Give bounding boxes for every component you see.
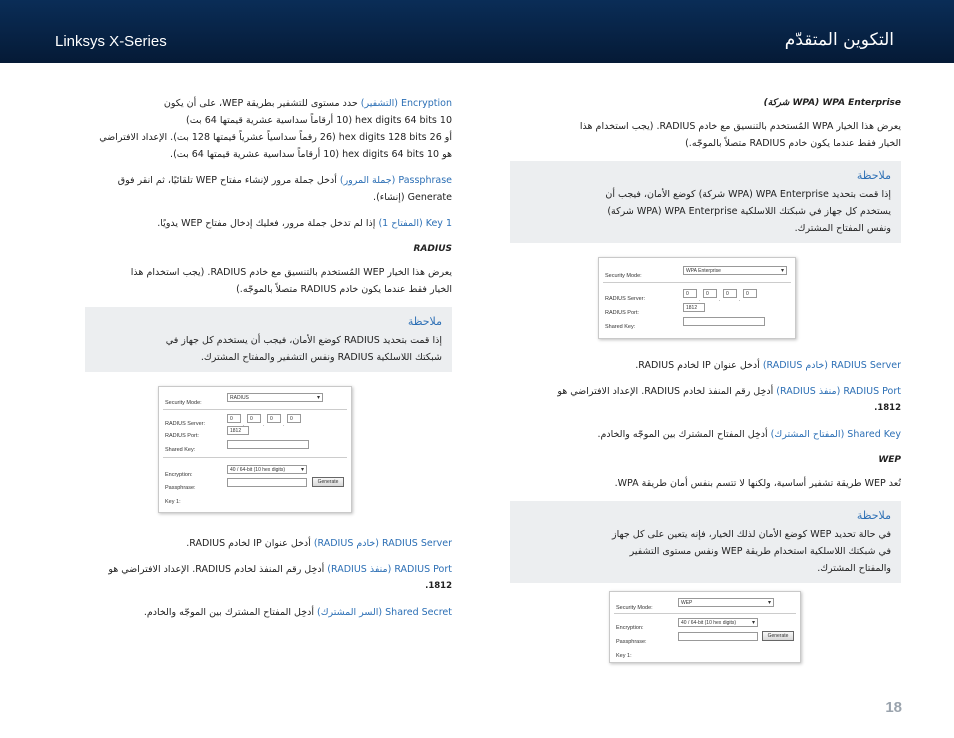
left-column: [85, 95, 452, 630]
generate-button[interactable]: Generate: [312, 477, 344, 487]
encryption-paragraph: Encryption (التشفير) حدد مستوى للتشفير بطريقة WEP، على أن يكون 10 hex digits 64 bits (10 أرقاماً سداسية عشرية قيمتها 64 بت) أو 26 hex digits 128 bits (26 رقماً سداسياً عشرياً قيمتها 128 بت). الإعداد الافتراضي هو 10 hex digits 64 bits (10 أرقاماً سداسية عشرية قيمتها 64 بت).: [99, 98, 452, 160]
brand-title: Linksys X-Series: [55, 33, 167, 50]
radius-server-octet-4[interactable]: 0: [287, 414, 301, 423]
radius-server-octet-3[interactable]: 0: [723, 289, 737, 298]
note-title: ملاحظة: [407, 315, 442, 328]
radius-server-paragraph: RADIUS Server (خادم RADIUS) أدخل عنوان IP لخادم RADIUS.: [635, 360, 901, 371]
radius-port-term: RADIUS Port (منفذ RADIUS): [776, 386, 901, 397]
radius-server-octet-4[interactable]: 0: [743, 289, 757, 298]
shared-key-input[interactable]: [227, 440, 309, 449]
radius-note: ملاحظة إذا قمت بتحديد RADIUS كوضع الأمان، فيجب أن يستخدم كل جهاز في شبكتك اللاسلكية RADIUS ونفس التشفير والمفتاح المشترك.: [85, 307, 452, 372]
page-header: [0, 0, 954, 63]
passphrase-paragraph: Passphrase (جملة المرور) أدخل جملة مرور لإنشاء مفتاح WEP تلقائيًا، ثم انقر فوق Generate (إنشاء).: [117, 175, 452, 203]
wep-note: ملاحظة في حالة تحديد WEP كوضع الأمان لذلك الخيار، فإنه يتعين على كل جهاز في شبكتك اللاسلكية استخدام طريقة WEP ونفس مستوى التشفير والمفتاح المشترك.: [510, 501, 901, 583]
section-title: التكوين المتقدّم: [784, 30, 894, 50]
right-column: [510, 95, 901, 663]
wpa-enterprise-screenshot: Security Mode: WPA Enterprise ▾ RADIUS Server: 0 . 0 . 0 . 0 RADIUS Port: 1812 Shared Key:: [598, 257, 796, 339]
key1-paragraph: Key 1 (المفتاح 1) إذا لم تدخل جملة مرور، فعليك إدخال مفتاح WEP يدويًا.: [157, 218, 452, 229]
radius-port-term: RADIUS Port (منفذ RADIUS): [327, 564, 452, 575]
radius-server-octet-2[interactable]: 0: [247, 414, 261, 423]
note-title: ملاحظة: [856, 169, 891, 182]
security-mode-select[interactable]: WEP ▾: [678, 598, 774, 607]
shared-key-term: Shared Key (المفتاح المشترك): [770, 429, 901, 440]
wpa-note: ملاحظة إذا قمت بتحديد WPA Enterprise (WPA شركة) كوضع الأمان، فيجب أن يستخدم كل جهاز في شبكتك اللاسلكية WPA Enterprise (WPA شركة) ونفس المفتاح المشترك.: [510, 161, 901, 243]
radius-paragraph: يعرض هذا الخيار WEP المُستخدم بالتنسيق مع خادم RADIUS. (يجب استخدام هذا الخيار فقط عندما يكون خادم RADIUS متصلاً بالموجّه.): [130, 267, 452, 295]
radius-heading: RADIUS: [413, 244, 452, 254]
wpa-enterprise-heading: WPA Enterprise (WPA شركة): [763, 98, 901, 108]
note-title: ملاحظة: [856, 509, 891, 522]
radius-server-octet-2[interactable]: 0: [703, 289, 717, 298]
encryption-term: Encryption (التشفير): [360, 98, 452, 109]
radius-settings-screenshot: Security Mode: RADIUS ▾ RADIUS Server: 0 . 0 . 0 . 0 RADIUS Port: 1812 Shared Key: Encryption: 40 / 64-bit (10 hex digits) ▾ Passphrase: Generate Key 1:: [158, 386, 352, 513]
key1-term: Key 1 (المفتاح 1): [378, 218, 452, 229]
radius-server-term: RADIUS Server (خادم RADIUS): [313, 538, 452, 549]
radius-server-octet-1[interactable]: 0: [227, 414, 241, 423]
shared-secret-paragraph: Shared Secret (السر المشترك) أدخِل المفتاح المشترك بين الموجّه والخادم.: [143, 607, 452, 618]
radius-port-input[interactable]: 1812: [227, 426, 249, 435]
radius-server-octet-1[interactable]: 0: [683, 289, 697, 298]
shared-key-paragraph: Shared Key (المفتاح المشترك) أدخِل المفتاح المشترك بين الموجّه والخادم.: [597, 429, 901, 440]
shared-secret-term: Shared Secret (السر المشترك): [317, 607, 452, 618]
wpa-paragraph: يعرض هذا الخيار WPA المُستخدم بالتنسيق مع خادم RADIUS. (يجب استخدام هذا الخيار فقط عندما يكون خادم RADIUS متصلاً بالموجّه.): [579, 121, 901, 149]
wep-paragraph: تُعد WEP طريقة تشفير أساسية، ولكنها لا تتسم بنفس أمان طريقة WPA.: [614, 478, 901, 489]
passphrase-term: Passphrase (جملة المرور): [339, 175, 452, 186]
passphrase-input[interactable]: [678, 632, 758, 641]
generate-button[interactable]: Generate: [762, 631, 794, 641]
encryption-select[interactable]: 40 / 64-bit (10 hex digits) ▾: [678, 618, 758, 627]
security-mode-select[interactable]: WPA Enterprise ▾: [683, 266, 787, 275]
radius-port-paragraph: RADIUS Port (منفذ RADIUS) أدخِل رقم المنفذ لخادم RADIUS. الإعداد الافتراضي هو 1812.: [108, 564, 452, 591]
shared-key-input[interactable]: [683, 317, 765, 326]
radius-server-octet-3[interactable]: 0: [267, 414, 281, 423]
radius-port-input[interactable]: 1812: [683, 303, 705, 312]
security-mode-select[interactable]: RADIUS ▾: [227, 393, 323, 402]
passphrase-input[interactable]: [227, 478, 307, 487]
encryption-select[interactable]: 40 / 64-bit (10 hex digits) ▾: [227, 465, 307, 474]
wep-settings-screenshot: Security Mode: WEP ▾ Encryption: 40 / 64-bit (10 hex digits) ▾ Passphrase: Generate Key 1:: [609, 591, 801, 663]
radius-server-paragraph: RADIUS Server (خادم RADIUS) أدخل عنوان IP لخادم RADIUS.: [186, 538, 452, 549]
radius-server-term: RADIUS Server (خادم RADIUS): [762, 360, 901, 371]
page-number: 18: [885, 699, 902, 716]
radius-port-paragraph: RADIUS Port (منفذ RADIUS) أدخِل رقم المنفذ لخادم RADIUS. الإعداد الافتراضي هو 1812.: [557, 386, 901, 413]
wep-heading: WEP: [878, 455, 901, 465]
